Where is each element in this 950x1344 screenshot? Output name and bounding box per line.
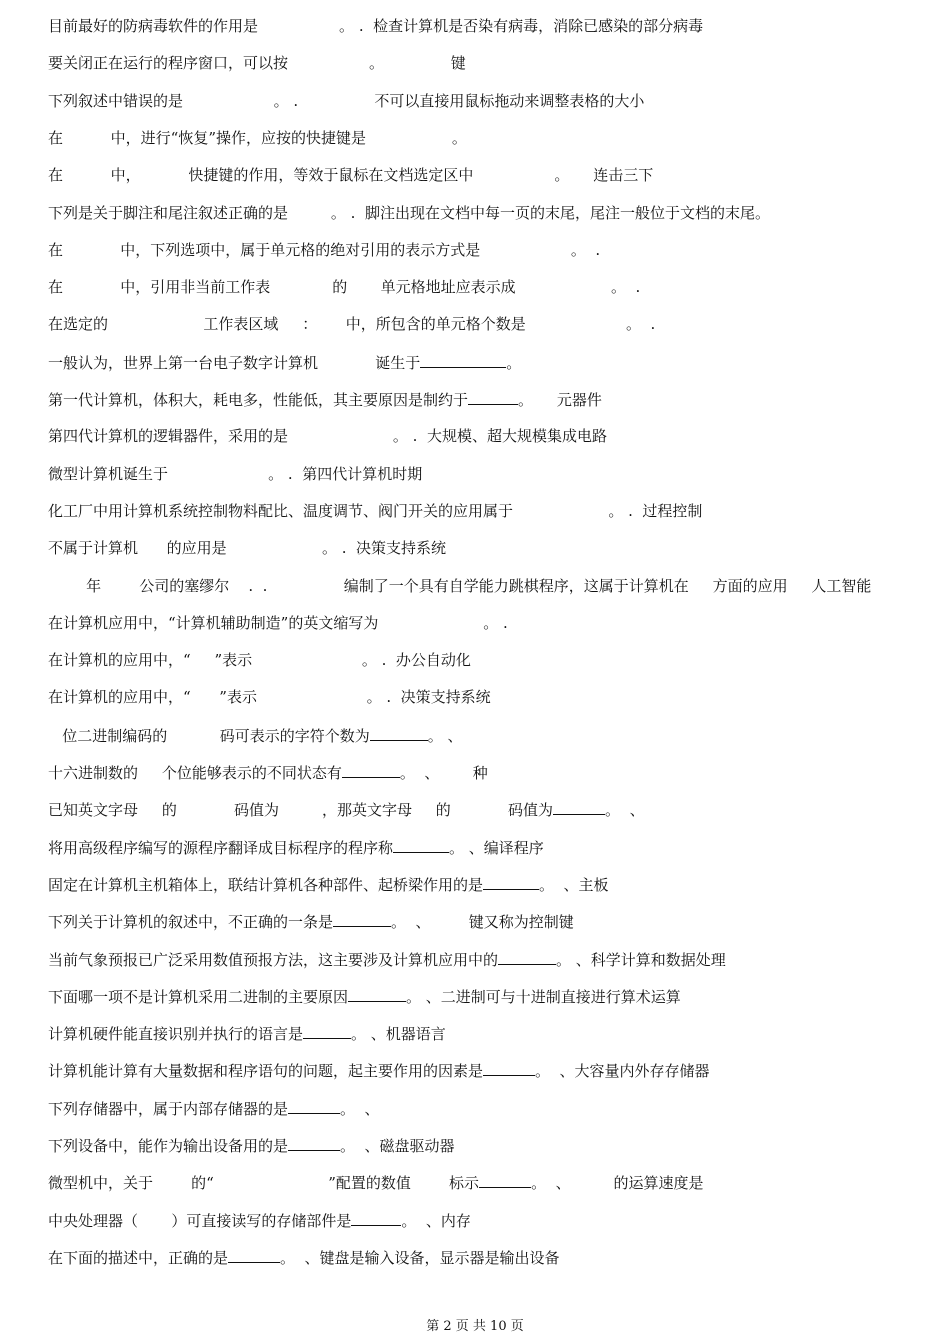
page-footer: 第 2 页 共 10 页 <box>426 1319 524 1334</box>
question-line <box>48 91 644 111</box>
answer-blank <box>479 1172 531 1188</box>
answer-blank <box>393 837 449 853</box>
question-line <box>48 1098 380 1118</box>
question-text: 在计算机的应用中，“ ”表示 。 . 办公自动化 <box>48 651 471 670</box>
question-text: 位二进制编码的 码可表示的字符个数为 <box>48 726 370 745</box>
question-line <box>48 277 640 297</box>
question-text: 。 、内存 <box>401 1211 471 1230</box>
answer-blank <box>333 911 391 927</box>
question-line <box>48 53 466 73</box>
question-text: 。 、编译程序 <box>449 838 544 857</box>
question-text: 。 、 <box>340 1099 380 1118</box>
question-text: 微型计算机诞生于 。 . 第四代计算机时期 <box>48 464 423 483</box>
question-text: 下列设备中，能作为输出设备用的是 <box>48 1137 289 1155</box>
question-line <box>48 949 726 969</box>
question-line <box>48 1247 560 1267</box>
question-text: 。 、 <box>605 801 645 820</box>
question-text: 。 、磁盘驱动器 <box>340 1137 455 1155</box>
question-text: 要关闭正在运行的程序窗口，可以按 。 键 <box>48 54 466 73</box>
question-text: 将用高级程序编写的源程序翻译成目标程序的程序称 <box>48 838 394 857</box>
question-line <box>48 128 467 148</box>
question-text: 。 、大容量内外存存储器 <box>535 1062 710 1081</box>
answer-blank <box>483 1060 535 1076</box>
question-line <box>48 203 770 223</box>
question-text: 目前最好的防病毒软件的作用是 。 . 检查计算机是否染有病毒，消除已感染的部分病毒 <box>48 17 704 35</box>
question-text: 化工厂中用计算机系统控制物料配比、温度调节、阀门开关的应用属于 。 . 过程控制 <box>48 501 703 520</box>
question-text: 。 、机器语言 <box>351 1025 446 1044</box>
question-text: 在下面的描述中，正确的是 <box>48 1248 229 1267</box>
question-text: 。 元器件 <box>518 391 602 409</box>
question-line <box>48 650 471 670</box>
question-text: 当前气象预报已广泛采用数值预报方法，这主要涉及计算机应用中的 <box>48 950 499 969</box>
question-text: 固定在计算机主机箱体上，联结计算机各种部件、起桥梁作用的是 <box>48 875 484 894</box>
answer-blank <box>228 1247 280 1263</box>
answer-blank <box>342 762 400 778</box>
question-text: 微型机中，关于 的“ ”配置的数值 标示 <box>48 1174 480 1193</box>
answer-blank <box>370 725 428 741</box>
question-line <box>48 426 607 446</box>
answer-blank <box>303 1023 351 1039</box>
question-text: 。 、主板 <box>539 875 609 894</box>
question-line <box>48 165 653 185</box>
question-text: 已知英文字母 的 码值为 ，那英文字母 的 码值为 <box>48 801 554 820</box>
question-text: 一般认为，世界上第一台电子数字计算机 诞生于 <box>48 353 421 372</box>
question-line <box>48 389 602 409</box>
question-line <box>48 352 521 372</box>
answer-blank <box>348 986 406 1002</box>
question-text: 。 、科学计算和数据处理 <box>556 950 726 969</box>
question-text: 。 、 的运算速度是 <box>531 1174 704 1193</box>
question-text: 第四代计算机的逻辑器件，采用的是 。 . 大规模、超大规模集成电路 <box>48 427 607 446</box>
question-line <box>48 576 871 596</box>
answer-blank <box>288 1135 340 1151</box>
question-text: 年 公司的塞缪尔 . . 编制了一个具有自学能力跳棋程序，这属于计算机在 方面的应用 人工智能 <box>48 576 872 595</box>
question-line <box>48 464 422 484</box>
question-text: 十六进制数的 个位能够表示的不同状态有 <box>48 764 342 782</box>
question-text: 在 中，进行“恢复”操作，应按的快捷键是 。 <box>48 128 467 147</box>
question-text: 在 中，引用非当前工作表 的 单元格地址应表示成 。 . <box>48 278 641 297</box>
question-text: 。 <box>506 353 522 372</box>
question-line <box>48 986 681 1006</box>
question-line <box>48 725 463 745</box>
question-text: 下列叙述中错误的是 。 . 不可以直接用鼠标拖动来调整表格的大小 <box>48 91 645 110</box>
question-line <box>48 1172 704 1192</box>
question-line <box>48 1023 446 1043</box>
question-text: 在选定的 工作表区域 ： 中，所包含的单元格个数是 。 . <box>48 315 656 334</box>
question-text: 下列存储器中，属于内部存储器的是 <box>48 1099 289 1118</box>
question-text: 下面哪一项不是计算机采用二进制的主要原因 <box>48 987 349 1006</box>
question-line <box>48 1210 471 1230</box>
question-line <box>48 16 703 36</box>
question-text: 第一代计算机，体积大，耗电多，性能低，其主要原因是制约于 <box>48 391 469 409</box>
answer-blank <box>468 389 518 405</box>
answer-blank <box>483 874 539 890</box>
question-line <box>48 538 446 558</box>
question-text: 。 、二进制可与十进制直接进行算术运算 <box>406 987 681 1006</box>
question-line <box>48 240 600 260</box>
question-line <box>48 1060 710 1080</box>
question-line <box>48 799 645 819</box>
question-text: 计算机能计算有大量数据和程序语句的问题，起主要作用的因素是 <box>48 1062 484 1081</box>
question-text: 不属于计算机 的应用是 。 . 决策支持系统 <box>48 539 447 558</box>
question-line <box>48 837 544 857</box>
question-text: 下列是关于脚注和尾注叙述正确的是 。 . 脚注出现在文档中每一页的末尾，尾注一般位于文档的末尾。 <box>48 203 770 222</box>
question-text: 在计算机的应用中，“ ”表示 。 . 决策支持系统 <box>48 688 491 707</box>
answer-blank <box>420 352 506 368</box>
question-text: 。 、键盘是输入设备，显示器是输出设备 <box>280 1248 560 1267</box>
question-text: 在计算机应用中，“计算机辅助制造”的英文缩写为 。 . <box>48 613 508 632</box>
question-line <box>48 687 491 707</box>
question-line <box>48 613 508 633</box>
question-text: 。 、 种 <box>399 764 488 782</box>
answer-blank <box>288 1098 340 1114</box>
question-line <box>48 1135 455 1155</box>
question-line <box>48 501 702 521</box>
answer-blank <box>553 799 605 815</box>
answer-blank <box>498 949 556 965</box>
question-text: 在 中，下列选项中，属于单元格的绝对引用的表示方式是 。 . <box>48 240 601 259</box>
question-text: 计算机硬件能直接识别并执行的语言是 <box>48 1025 304 1044</box>
question-text: 。 、 键又称为控制键 <box>391 913 574 932</box>
question-text: 下列关于计算机的叙述中，不正确的一条是 <box>48 913 334 932</box>
question-line <box>48 874 609 894</box>
question-line <box>48 762 488 782</box>
question-text: 在 中， 快捷键的作用，等效于鼠标在文档选定区中 。 连击三下 <box>48 166 654 185</box>
question-text: 中央处理器（ ）可直接读写的存储部件是 <box>48 1211 352 1230</box>
question-line <box>48 314 655 334</box>
question-line <box>48 911 574 931</box>
question-text: 。 、 <box>427 726 463 745</box>
answer-blank <box>351 1210 401 1226</box>
